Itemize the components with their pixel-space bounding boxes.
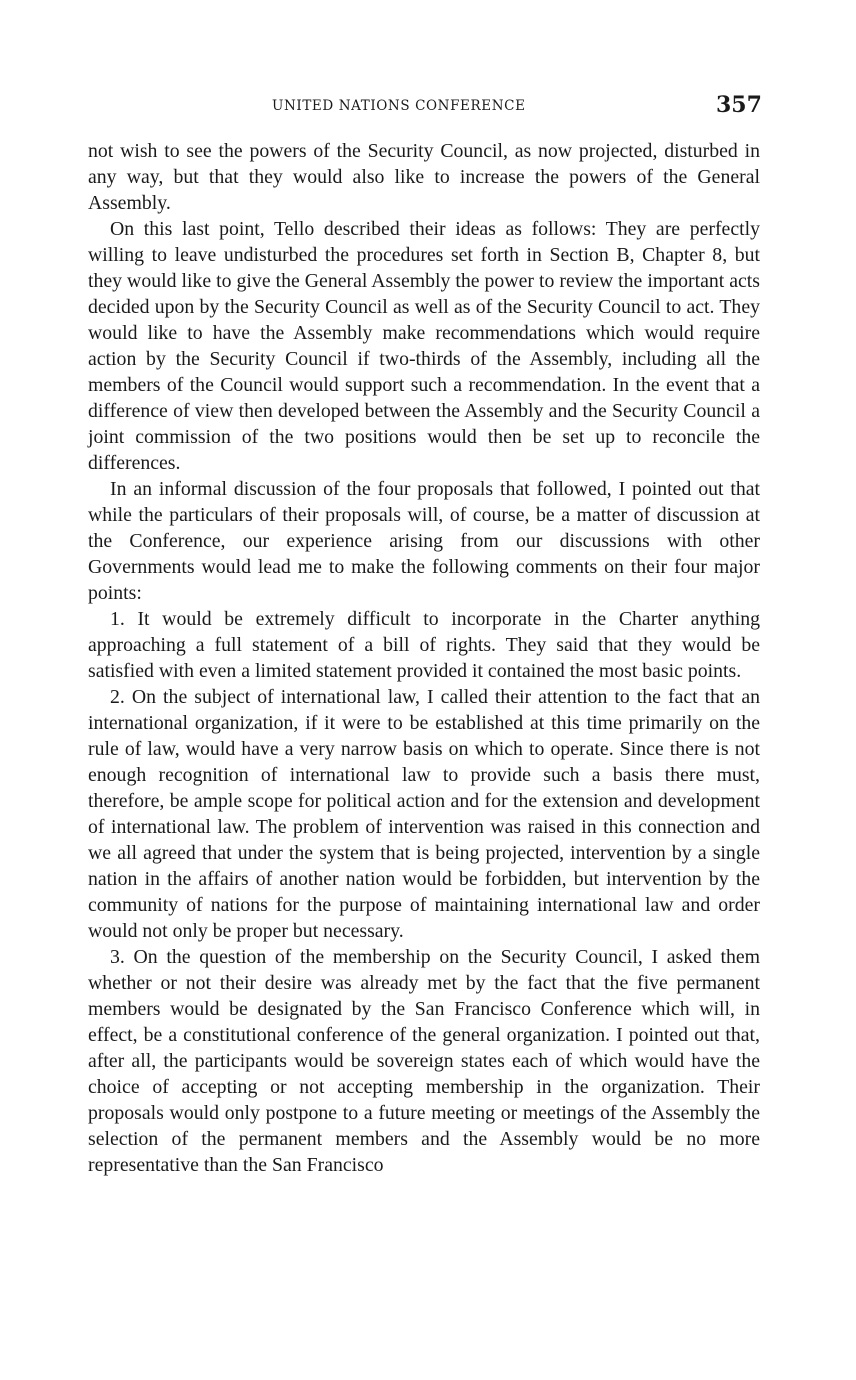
paragraph-continuation: not wish to see the powers of the Security Council, as now projected, disturbed in any way, but that they would also like to increase the powers of the General Assembly. (88, 140, 760, 214)
body-text (88, 138, 760, 1178)
paragraph-point-1-bill-of-rights: 1. It would be extremely difficult to incorporate in the Charter anything approaching a full statement of a bill of rights. They said that they would be satisfied with even a limited statement provided it contained the most basic points. (88, 608, 760, 682)
running-title: UNITED NATIONS CONFERENCE (272, 98, 526, 114)
paragraph-tello-ideas: On this last point, Tello described their ideas as follows: They are perfectly willing to leave undisturbed the procedures set forth in Section B, Chapter 8, but they would like to give the General Assembly the power to review the important acts decided upon by the Security Council as well as of the Security Council to act. They would like to have the Assembly make recommendations which would require action by the Security Council if two-thirds of the Assembly, including all the members of the Council would support such a recommendation. In the event that a difference of view then developed between the Assembly and the Security Council a joint commission of the two positions would then be set up to reconcile the differences. (88, 218, 760, 474)
running-header (0, 94, 856, 122)
page-number: 357 (716, 92, 762, 118)
paragraph-informal-discussion: In an informal discussion of the four proposals that followed, I pointed out that while the particulars of their proposals will, of course, be a matter of discussion at the Conference, our experience arising from our discussions with other Governments would lead me to make the following comments on their four major points: (88, 478, 760, 604)
paragraph-point-2-international-law: 2. On the subject of international law, I called their attention to the fact that an international organization, if it were to be established at this time primarily on the rule of law, would have a very narrow basis on which to operate. Since there is not enough recognition of international law to provide such a basis there must, therefore, be ample scope for political action and for the extension and development of international law. The problem of intervention was raised in this connection and we all agreed that under the system that is being projected, intervention by a single nation in the affairs of another nation would be forbidden, but intervention by the community of nations for the purpose of maintaining international law and order would not only be proper but necessary. (88, 686, 760, 942)
paragraph-point-3-membership: 3. On the question of the membership on the Security Council, I asked them whether or not their desire was already met by the fact that the five permanent members would be designated by the San Francisco Conference which will, in effect, be a constitutional conference of the general organization. I pointed out that, after all, the participants would be sovereign states each of which would have the choice of accepting or not accepting membership in the organization. Their proposals would only postpone to a future meeting or meetings of the Assembly the selection of the permanent members and the Assembly would be no more representative than the San Francisco (88, 946, 760, 1176)
